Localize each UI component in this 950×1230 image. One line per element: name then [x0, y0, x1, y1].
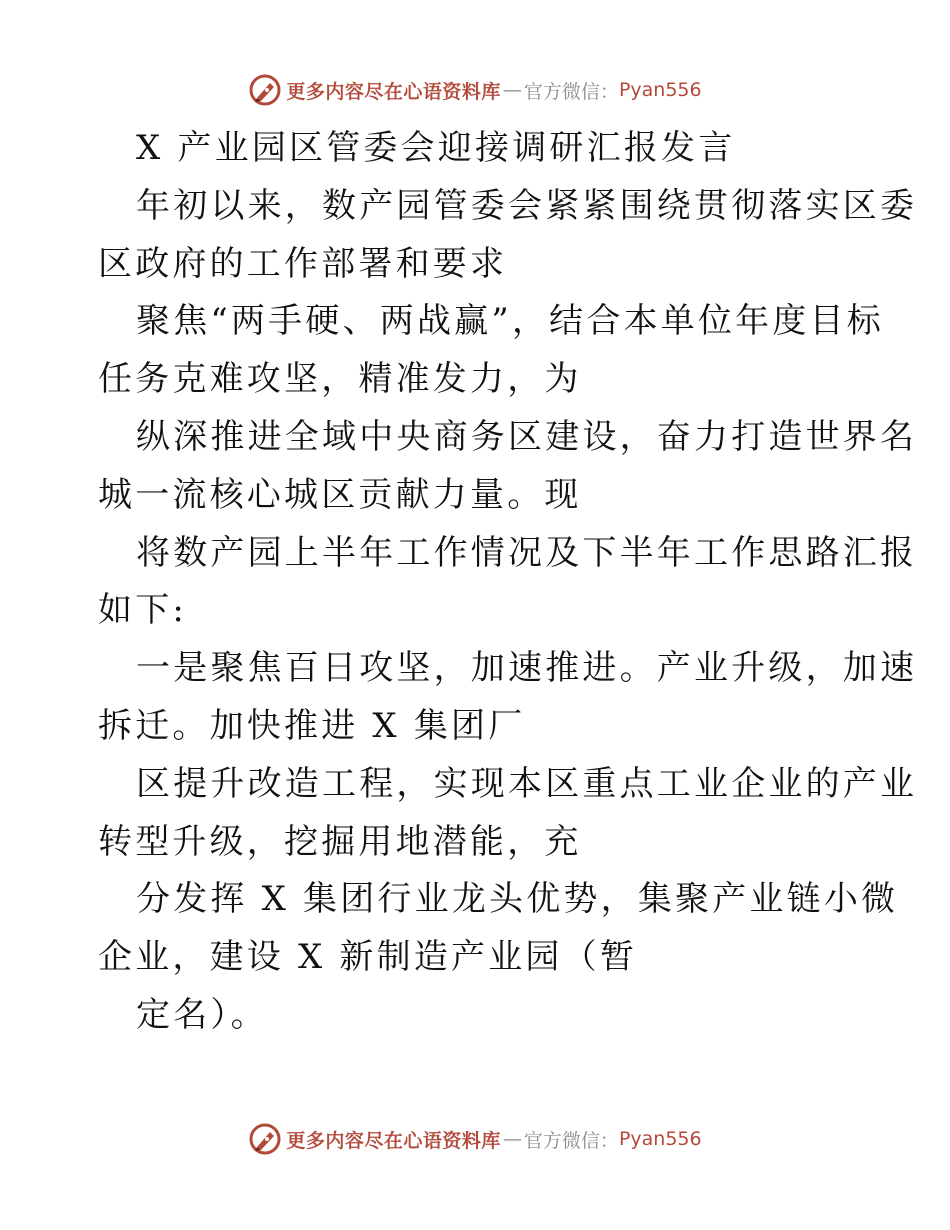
text-line: 企业，建设 X 新制造产业园（暂: [98, 937, 638, 978]
text-line: 区政府的工作部署和要求: [98, 243, 508, 284]
pen-logo-icon: [248, 73, 282, 107]
watermark-separator: —: [502, 1128, 522, 1150]
text-line: 聚焦“两手硬、两战赢”，结合本单位年度目标: [136, 301, 884, 342]
text-line: 转型升级，挖掘用地潜能，充: [98, 821, 582, 862]
footer-watermark: [0, 1119, 950, 1159]
text-line: 将数产园上半年工作情况及下半年工作思路汇报: [136, 532, 918, 573]
text-line: 纵深推进全域中央商务区建设，奋力打造世界名: [136, 416, 918, 457]
text-line: 如下:: [98, 590, 188, 631]
watermark-account-label: 官方微信：: [523, 1129, 619, 1152]
watermark-text: 更多内容尽在心语资料库: [286, 1129, 501, 1152]
header-watermark: [0, 70, 950, 110]
pen-logo-icon: [248, 1122, 282, 1156]
text-line: 一是聚焦百日攻坚，加速推进。产业升级，加速: [136, 648, 918, 689]
watermark-text: 更多内容尽在心语资料库: [286, 80, 501, 103]
watermark-account: Pyan556: [618, 79, 702, 101]
watermark-account-label: 官方微信：: [523, 80, 619, 103]
text-line: 定名）。: [136, 994, 268, 1035]
text-line: 任务克难攻坚，精准发力，为: [98, 359, 582, 400]
document-title: X 产业园区管委会迎接调研汇报发言: [136, 128, 736, 168]
text-line: 分发挥 X 集团行业龙头优势，集聚产业链小微: [136, 879, 899, 920]
text-line: 拆迁。加快推进 X 集团厂: [98, 705, 526, 746]
text-line: 区提升改造工程，实现本区重点工业企业的产业: [136, 763, 918, 804]
watermark-separator: —: [502, 79, 522, 101]
document-body: [98, 120, 918, 1045]
text-line: 城一流核心城区贡献力量。现: [98, 474, 582, 515]
text-line: 年初以来，数产园管委会紧紧围绕贯彻落实区委: [136, 185, 918, 226]
watermark-account: Pyan556: [618, 1128, 702, 1150]
